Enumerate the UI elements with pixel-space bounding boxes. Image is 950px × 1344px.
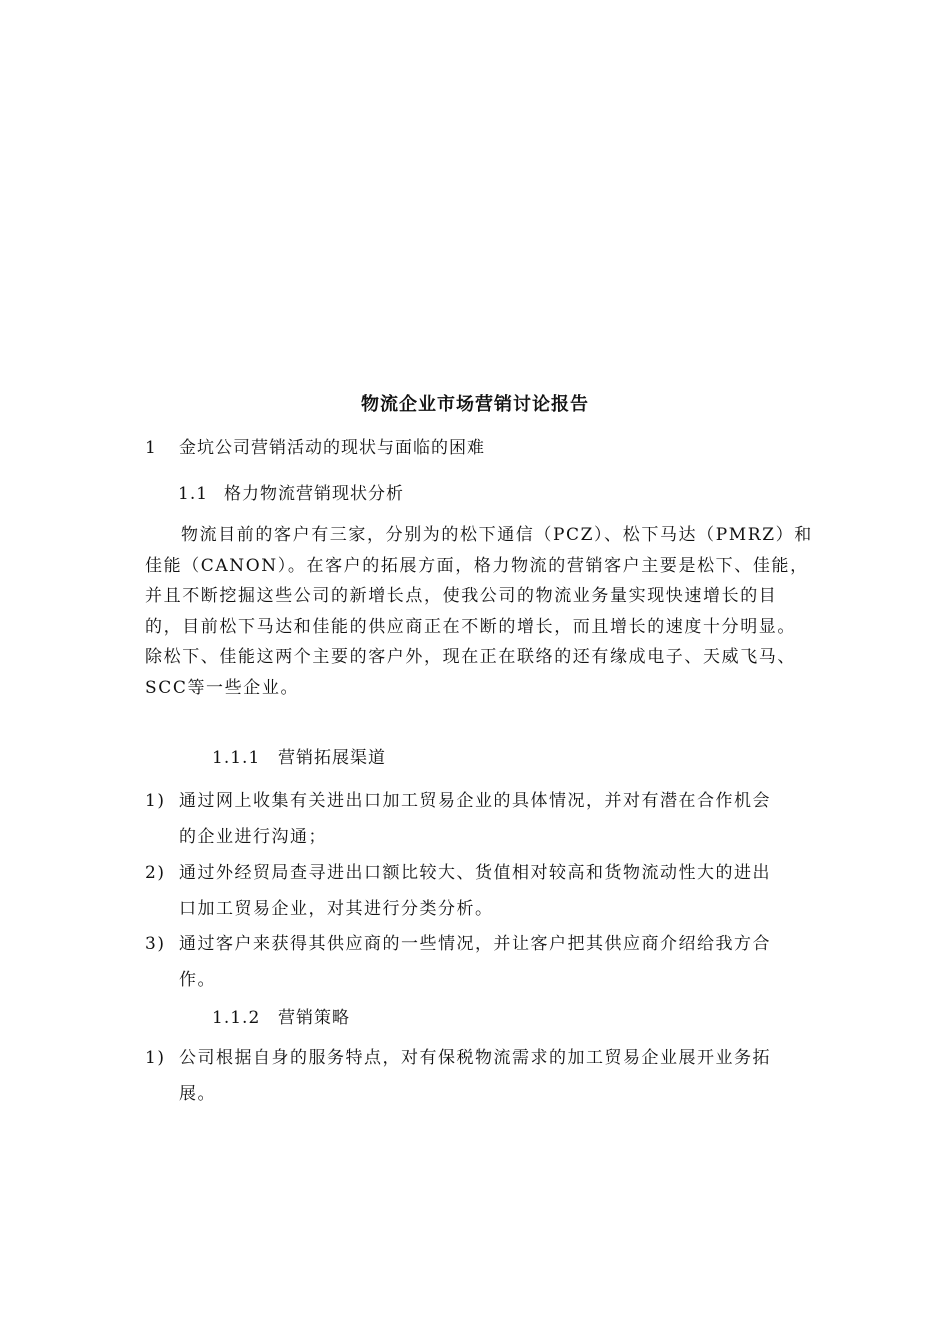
list-line: 通过客户来获得其供应商的一些情况，并让客户把其供应商介绍给我方合: [179, 934, 771, 954]
document-title: 物流企业市场营销讨论报告: [361, 394, 589, 415]
list-item: [145, 926, 825, 998]
section-1-heading: [145, 433, 485, 458]
list-marker: 1): [145, 1048, 166, 1068]
paragraph-line: SCC等一些企业。: [145, 677, 300, 698]
section-1-1-2-heading: [212, 1003, 350, 1028]
list-item: [145, 855, 825, 927]
list-marker: 2): [145, 863, 166, 883]
list-item: [145, 1040, 825, 1112]
list-line: 通过外经贸局查寻进出口额比较大、货值相对较高和货物流动性大的进出: [179, 863, 771, 883]
section-title: 营销拓展渠道: [278, 748, 386, 768]
section-number: 1.1.2: [212, 1008, 261, 1028]
list-line: 的企业进行沟通；: [179, 827, 327, 847]
list-line: 公司根据自身的服务特点，对有保税物流需求的加工贸易企业展开业务拓: [179, 1048, 771, 1068]
paragraph-line: 并且不断挖掘这些公司的新增长点，使我公司的物流业务量实现快速增长的目: [145, 586, 778, 606]
list-marker: 3): [145, 934, 166, 954]
section-1-1-1-heading: [212, 743, 386, 768]
list-line: 作。: [179, 970, 216, 990]
list-line: 通过网上收集有关进出口加工贸易企业的具体情况，并对有潜在合作机会: [179, 791, 771, 811]
section-number: 1.1.1: [212, 748, 261, 768]
paragraph-line: 除松下、佳能这两个主要的客户外，现在正在联络的还有缘成电子、天威飞马、: [145, 647, 796, 667]
section-title: 金坑公司营销活动的现状与面临的困难: [179, 438, 485, 458]
paragraph-line: 佳能（CANON）。在客户的拓展方面，格力物流的营销客户主要是松下、佳能，: [145, 555, 809, 576]
list-marker: 1): [145, 791, 166, 811]
paragraph-line: 物流目前的客户有三家，分别为的松下通信（PCZ）、松下马达（PMRZ）和: [181, 525, 813, 545]
body-paragraph: [145, 520, 825, 703]
section-1-1-heading: [178, 479, 404, 504]
section-number: 1.1: [178, 484, 209, 504]
list-line: 口加工贸易企业，对其进行分类分析。: [179, 899, 494, 919]
paragraph-line: 的，目前松下马达和佳能的供应商正在不断的增长，而且增长的速度十分明显。: [145, 616, 796, 637]
list-line: 展。: [179, 1084, 216, 1104]
section-title: 格力物流营销现状分析: [224, 484, 404, 504]
section-title: 营销策略: [278, 1008, 350, 1028]
list-item: [145, 783, 825, 855]
section-number: 1: [145, 438, 157, 458]
